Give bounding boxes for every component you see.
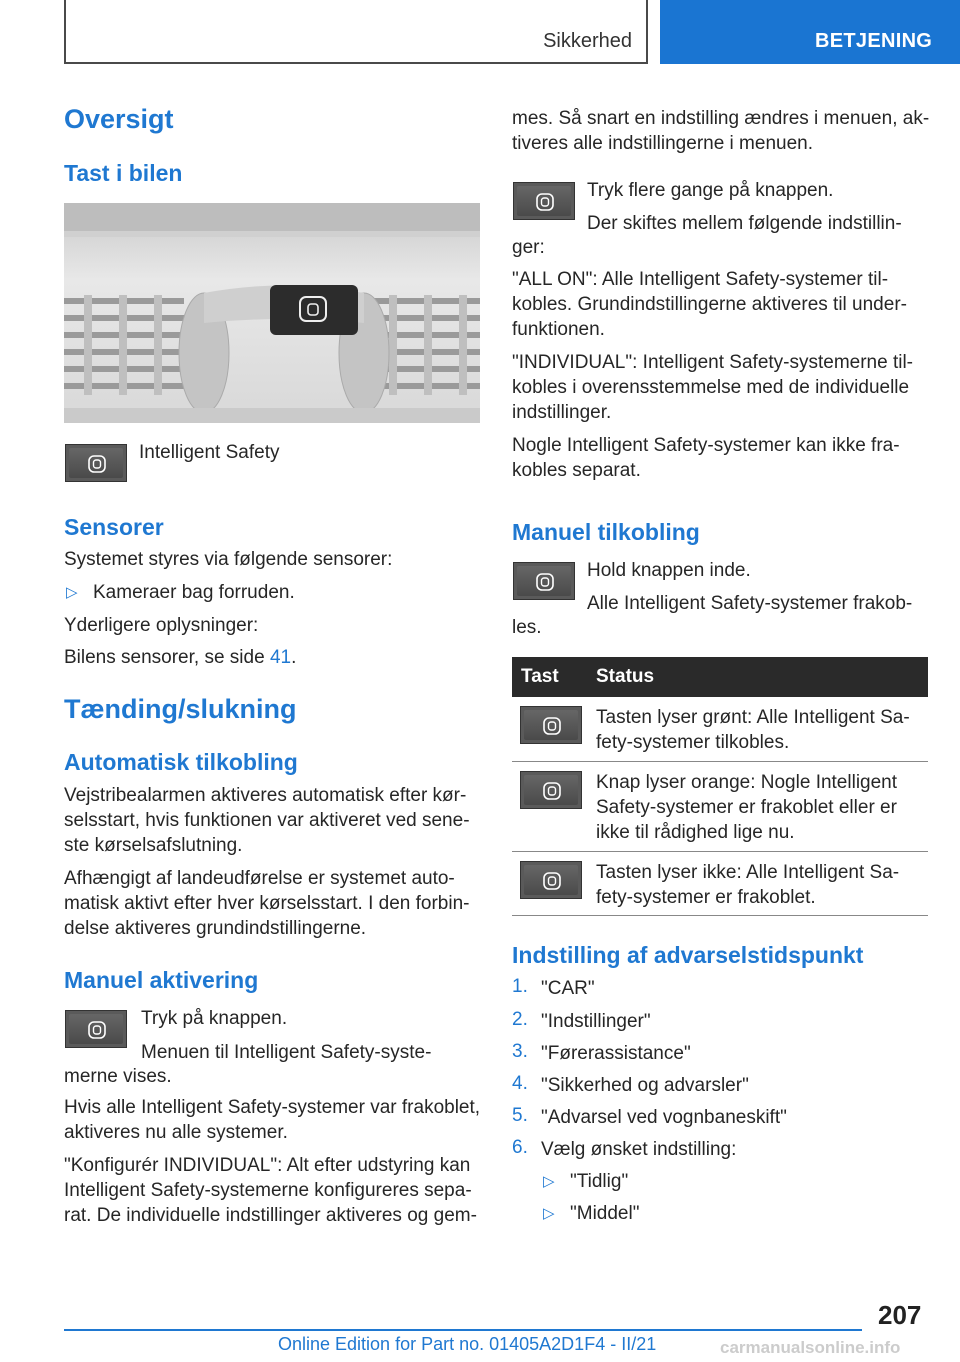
cell-line: Safety-systemer er frakoblet eller er bbox=[596, 797, 897, 818]
line: rat. De individuelle indstillinger aktiveres og gem- bbox=[64, 1205, 477, 1226]
heading-auto-activation: Automatisk tilkobling bbox=[64, 749, 298, 775]
intelligent-safety-button-icon bbox=[513, 562, 575, 600]
page-link-41[interactable]: 41 bbox=[269, 647, 292, 668]
page-title: Oversigt bbox=[64, 104, 174, 134]
sensors-intro: Systemet styres via følgende sensorer: bbox=[64, 549, 393, 570]
cell-line: fety-systemer er frakoblet. bbox=[596, 887, 816, 908]
line: aktiveres nu alle systemer. bbox=[64, 1122, 288, 1143]
bullet-triangle-icon: ▷ bbox=[66, 584, 78, 601]
line: ste kørselsafslutning. bbox=[64, 835, 243, 856]
right-step-1: Tryk flere gange på knappen. bbox=[587, 180, 834, 201]
bullet-triangle-icon: ▷ bbox=[543, 1205, 555, 1222]
step-text: "Sikkerhed og advarsler" bbox=[541, 1075, 749, 1096]
auto-paragraph-1 bbox=[64, 783, 470, 858]
intelligent-safety-button-icon bbox=[513, 182, 575, 220]
heading-warning-time: Indstilling af advarselstidspunkt bbox=[512, 942, 864, 968]
button-orange-icon bbox=[520, 771, 582, 809]
manual-paragraph-1 bbox=[64, 1095, 480, 1145]
bullet-triangle-icon: ▷ bbox=[543, 1173, 555, 1190]
sub-item: "Middel" bbox=[570, 1203, 640, 1224]
deactivate-text-a: Alle Intelligent Safety-systemer frakob- bbox=[587, 593, 913, 614]
some-systems-paragraph bbox=[512, 433, 900, 483]
sub-item: "Tidlig" bbox=[570, 1171, 629, 1192]
step-text: "Førerassistance" bbox=[541, 1043, 691, 1064]
subtitle-button-in-car: Tast i bilen bbox=[64, 160, 183, 186]
manual-step-2a: Menuen til Intelligent Safety-syste- bbox=[141, 1042, 432, 1063]
manual-paragraph-2 bbox=[64, 1153, 477, 1228]
step-number: 3. bbox=[512, 1041, 528, 1062]
cell-line: fety-systemer tilkobles. bbox=[596, 732, 790, 753]
step-number: 5. bbox=[512, 1105, 528, 1126]
heading-manual-activation: Manuel aktivering bbox=[64, 967, 259, 993]
hold-button-text: Hold knappen inde. bbox=[587, 560, 751, 581]
heading-ignition: Tænding/slukning bbox=[64, 694, 297, 724]
page-number: 207 bbox=[878, 1300, 922, 1330]
cell-line: ikke til rådighed lige nu. bbox=[596, 822, 795, 843]
dashboard-photo bbox=[64, 203, 480, 423]
line: Afhængigt af landeudførelse er systemet auto- bbox=[64, 868, 455, 889]
line: Vejstribealarmen aktiveres automatisk efter kør- bbox=[64, 785, 467, 806]
table-divider bbox=[512, 915, 928, 916]
step-text: "CAR" bbox=[541, 978, 595, 999]
step-text: "Advarsel ved vognbaneskift" bbox=[541, 1107, 787, 1128]
line: kobles. Grundindstillingerne aktiveres til under- bbox=[512, 294, 907, 315]
table-row bbox=[596, 860, 899, 910]
heading-sensors: Sensorer bbox=[64, 514, 164, 540]
line: delse aktiveres grundindstillingerne. bbox=[64, 918, 367, 939]
line: selsstart, hvis funktionen var aktiveret ved sene- bbox=[64, 810, 470, 831]
button-green-icon bbox=[520, 706, 582, 744]
cell-line: Tasten lyser ikke: Alle Intelligent Sa- bbox=[596, 862, 900, 883]
watermark: carmanualsonline.info bbox=[720, 1338, 901, 1357]
line: kobles separat. bbox=[512, 460, 641, 481]
continued-paragraph bbox=[512, 106, 929, 156]
heading-manual-deactivation: Manuel tilkobling bbox=[512, 519, 700, 545]
table-header-status: Status bbox=[596, 666, 655, 687]
manual-step-1: Tryk på knappen. bbox=[141, 1008, 288, 1029]
header-chapter-title: BETJENING bbox=[815, 30, 933, 52]
line: Hvis alle Intelligent Safety-systemer var frakoblet, bbox=[64, 1097, 481, 1118]
see-page-line bbox=[64, 645, 296, 670]
line: Nogle Intelligent Safety-systemer kan ikke fra- bbox=[512, 435, 900, 456]
see-page-text: Bilens sensorer, se side bbox=[64, 647, 270, 668]
table-header-key: Tast bbox=[521, 666, 559, 687]
step-number: 6. bbox=[512, 1137, 528, 1158]
step-number: 2. bbox=[512, 1009, 528, 1030]
cell-line: Knap lyser orange: Nogle Intelligent bbox=[596, 772, 898, 793]
line: funktionen. bbox=[512, 319, 605, 340]
more-info: Yderligere oplysninger: bbox=[64, 615, 259, 636]
all-on-paragraph bbox=[512, 267, 907, 342]
see-page-end: . bbox=[291, 647, 297, 668]
step-number: 1. bbox=[512, 976, 528, 997]
header-chapter-tab[interactable] bbox=[660, 0, 960, 64]
sensors-item: Kameraer bag forruden. bbox=[93, 582, 295, 603]
intelligent-safety-button-icon bbox=[65, 1010, 127, 1048]
line: matisk aktivt efter hver kørselsstart. I den forbin- bbox=[64, 893, 470, 914]
status-table-header bbox=[512, 657, 928, 697]
header-section-title: Sikkerhed bbox=[543, 30, 632, 52]
cell-line: Tasten lyser grønt: Alle Intelligent Sa- bbox=[596, 707, 910, 728]
line: "INDIVIDUAL": Intelligent Safety-systemerne til- bbox=[512, 352, 914, 373]
footer-edition: Online Edition for Part no. 01405A2D1F4 - II/21 bbox=[278, 1334, 657, 1354]
header-section-box bbox=[64, 0, 648, 64]
table-row bbox=[596, 705, 910, 755]
line: kobles i overensstemmelse med de individuelle bbox=[512, 377, 910, 398]
line: indstillinger. bbox=[512, 402, 612, 423]
right-step-2a: Der skiftes mellem følgende indstillin- bbox=[587, 213, 902, 234]
line: "ALL ON": Alle Intelligent Safety-systemer til- bbox=[512, 269, 889, 290]
table-divider bbox=[512, 851, 928, 852]
manual-step-2b: merne vises. bbox=[64, 1066, 172, 1087]
step-number: 4. bbox=[512, 1073, 528, 1094]
line: "Konfigurér INDIVIDUAL": Alt efter udstyring kan bbox=[64, 1155, 471, 1176]
footer-rule bbox=[64, 1329, 862, 1331]
intelligent-safety-button-icon bbox=[65, 444, 127, 482]
button-off-icon bbox=[520, 861, 582, 899]
individual-paragraph bbox=[512, 350, 913, 425]
right-step-2b: ger: bbox=[512, 237, 545, 258]
step-text: "Indstillinger" bbox=[541, 1011, 651, 1032]
line: Intelligent Safety-systemerne konfigureres sepa- bbox=[64, 1180, 472, 1201]
deactivate-text-b: les. bbox=[512, 617, 542, 638]
step-text: Vælg ønsket indstilling: bbox=[541, 1139, 737, 1160]
table-divider bbox=[512, 761, 928, 762]
line: tiveres alle indstillingerne i menuen. bbox=[512, 133, 813, 154]
line: mes. Så snart en indstilling ændres i menuen, ak- bbox=[512, 108, 930, 129]
button-caption: Intelligent Safety bbox=[139, 442, 280, 463]
auto-paragraph-2 bbox=[64, 866, 469, 941]
table-row bbox=[596, 770, 897, 845]
